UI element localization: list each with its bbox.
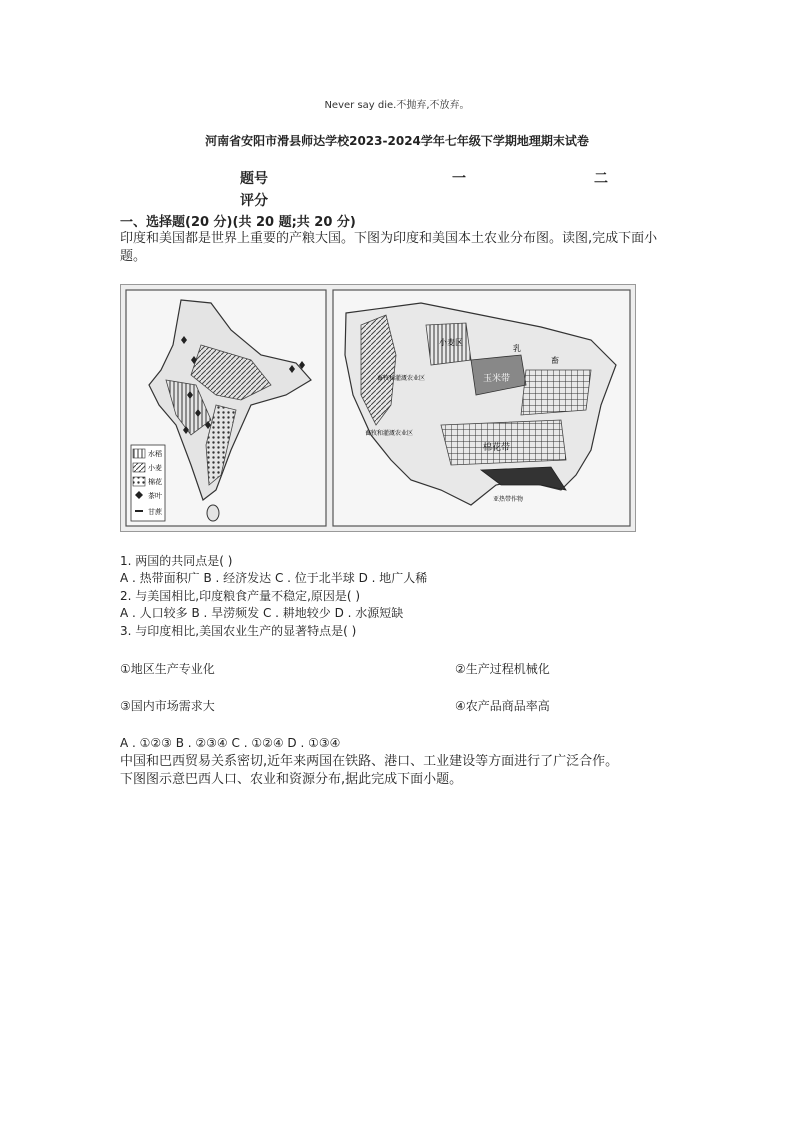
score-table-col-header: 题号 — [240, 171, 268, 187]
question-2-options: A . 人口较多 B . 旱涝频发 C . 耕地较少 D . 水源短缺 — [120, 606, 404, 620]
page-title: 河南省安阳市滑县师达学校2023-2024学年七年级下学期地理期末试卷 — [205, 134, 589, 148]
section2-intro-line-1: 中国和巴西贸易关系密切,近年来两国在铁路、港口、工业建设等方面进行了广泛合作。 — [120, 754, 619, 769]
score-table-row-header: 评分 — [240, 193, 268, 209]
section2-intro-line-2: 下图图示意巴西人口、农业和资源分布,据此完成下面小题。 — [120, 772, 463, 787]
usa-label-corn-belt: 玉米带 — [483, 374, 511, 384]
question-1-stem: 1. 两国的共同点是( ) — [120, 554, 233, 568]
motto: Never say die.不抛弃,不放弃。 — [324, 100, 470, 111]
question-2-stem: 2. 与美国相比,印度粮食产量不稳定,原因是( ) — [120, 589, 361, 603]
usa-label-ranching-irrigation-1: 畜牧和灌溉农业区 — [377, 375, 426, 382]
usa-label-livestock: 畜 — [551, 356, 559, 365]
india-legend-wheat: 小麦 — [148, 464, 162, 472]
score-table-col-2: 二 — [594, 171, 608, 187]
question-3-stem: 3. 与印度相比,美国农业生产的显著特点是( ) — [120, 624, 357, 638]
statement-1: ①地区生产专业化 — [120, 662, 215, 676]
india-legend-sugarcane: 甘蔗 — [148, 508, 162, 516]
section-heading: 一、选择题(20 分)(共 20 题;共 20 分) — [120, 215, 356, 230]
section-intro: 印度和美国都是世界上重要的产粮大国。下图为印度和美国本土农业分布图。读图,完成下面小题。 — [120, 231, 658, 264]
usa-label-dairy: 乳 — [513, 344, 521, 353]
question-1-options: A . 热带面积广 B . 经济发达 C . 位于北半球 D . 地广人稀 — [120, 571, 428, 585]
india-map — [126, 290, 326, 526]
usa-label-subtropical: 亚热带作物 — [493, 496, 524, 503]
agriculture-map-figure — [120, 284, 636, 532]
score-table-col-1: 一 — [452, 171, 466, 187]
india-legend-cotton: 棉花 — [148, 478, 162, 486]
usa-label-wheat: 小麦区 — [439, 338, 463, 347]
india-legend-tea: 茶叶 — [148, 492, 162, 500]
question-3-options: A . ①②③ B . ②③④ C . ①②④ D . ①③④ — [120, 736, 341, 750]
statement-4: ④农产品商品率高 — [455, 699, 550, 713]
agriculture-map-svg — [121, 285, 635, 531]
usa-label-cotton-belt: 棉花带 — [483, 443, 511, 453]
statement-3: ③国内市场需求大 — [120, 699, 215, 713]
usa-map — [333, 290, 630, 526]
india-legend-rice: 水稻 — [148, 450, 162, 458]
usa-label-ranching-irrigation-2: 畜牧和灌溉农业区 — [365, 430, 414, 437]
statement-2: ②生产过程机械化 — [455, 662, 550, 676]
